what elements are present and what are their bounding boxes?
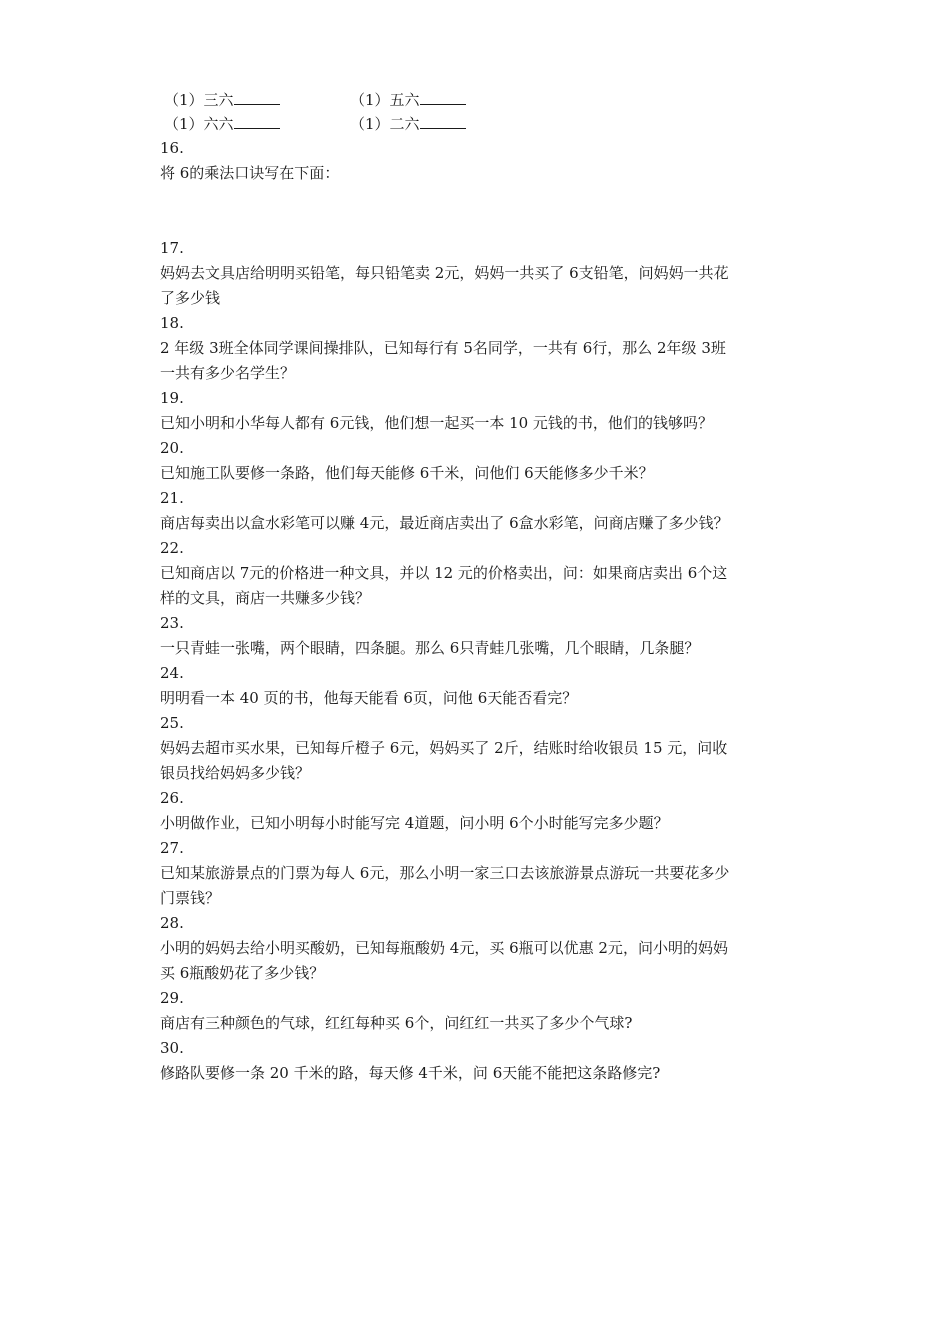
question-text: 已知施工队要修一条路，他们每天能修 6千米，问他们 6天能修多少千米？ (160, 464, 654, 482)
question-text: 商店有三种颜色的气球，红红每种买 6个，问红红一共买了多少个气球? (160, 1014, 633, 1032)
item-prefix: （1） (164, 91, 204, 109)
question-text: 银员找给妈妈多少钱？ (160, 764, 311, 782)
question-item (160, 911, 800, 986)
question-number: 22. (160, 539, 184, 557)
answer-blank[interactable] (420, 89, 466, 105)
worksheet-page (160, 88, 800, 1086)
question-item (160, 836, 800, 911)
answer-space (160, 186, 800, 236)
question-text: 明明看一本 40 页的书，他每天能看 6页，问他 6天能否看完？ (160, 689, 578, 707)
question-text: 样的文具，商店一共赚多少钱？ (160, 589, 371, 607)
question-number: 25. (160, 714, 184, 732)
question-list (160, 236, 800, 1086)
item-prefix: （1） (350, 115, 390, 133)
item-text: 三六 (203, 91, 234, 109)
question-text: 小明做作业，已知小明每小时能写完 4道题，问小明 6个小时能写完多少题？ (160, 814, 669, 832)
question-text: 妈妈去超市买水果，已知每斤橙子 6元，妈妈买了 2斤，结账时给收银员 15 元，问收 (160, 739, 728, 757)
question-text: 已知某旅游景点的门票为每人 6元，那么小明一家三口去该旅游景点游玩一共要花多少 (160, 864, 730, 882)
question-number: 16. (160, 139, 184, 157)
question-text: 小明的妈妈去给小明买酸奶，已知每瓶酸奶 4元，买 6瓶可以优惠 2元，问小明的妈妈 (160, 939, 728, 957)
question-text: 已知商店以 7元的价格进一种文具，并以 12 元的价格卖出，问：如果商店卖出 6个这 (160, 564, 728, 582)
question-item (160, 611, 800, 661)
question-text: 妈妈去文具店给明明买铅笔，每只铅笔卖 2元，妈妈一共买了 6支铅笔，问妈妈一共花 (160, 264, 729, 282)
question-item (160, 536, 800, 611)
question-item (160, 386, 800, 436)
question-text: 将 6的乘法口诀写在下面： (160, 164, 340, 182)
question-number: 27. (160, 839, 184, 857)
fill-item (164, 88, 280, 112)
question-text: 商店每卖出以盒水彩笔可以赚 4元，最近商店卖出了 6盒水彩笔，问商店赚了多少钱？ (160, 514, 729, 532)
fill-item (350, 88, 466, 112)
question-text: 修路队要修一条 20 千米的路，每天修 4千米，问 6天能不能把这条路修完? (160, 1064, 661, 1082)
question-item (160, 786, 800, 836)
question-text: 已知小明和小华每人都有 6元钱，他们想一起买一本 10 元钱的书，他们的钱够吗？ (160, 414, 713, 432)
question-item (160, 986, 800, 1036)
item-prefix: （1） (164, 115, 204, 133)
fill-in-section (160, 88, 800, 136)
item-text: 六六 (203, 115, 234, 133)
question-number: 19. (160, 389, 184, 407)
question-number: 24. (160, 664, 184, 682)
question-text: 2 年级 3班全体同学课间操排队，已知每行有 5名同学，一共有 6行，那么 2年级 3班 (160, 339, 726, 357)
question-text: 了多少钱 (160, 289, 221, 307)
question-text: 门票钱？ (160, 889, 221, 907)
answer-blank[interactable] (234, 113, 280, 129)
question-item (160, 311, 800, 386)
item-text: 二六 (389, 115, 420, 133)
item-text: 五六 (389, 91, 420, 109)
question-item (160, 661, 800, 711)
question-number: 30. (160, 1039, 184, 1057)
question-number: 23. (160, 614, 184, 632)
question-item (160, 486, 800, 536)
fill-row (160, 112, 800, 136)
question-number: 17. (160, 239, 184, 257)
item-prefix: （1） (350, 91, 390, 109)
question-number: 21. (160, 489, 184, 507)
answer-blank[interactable] (234, 89, 280, 105)
fill-row (160, 88, 800, 112)
question-number: 18. (160, 314, 184, 332)
fill-item (350, 112, 466, 136)
question-item (160, 711, 800, 786)
question-16 (160, 136, 800, 186)
question-text: 买 6瓶酸奶花了多少钱？ (160, 964, 325, 982)
question-item (160, 1036, 800, 1086)
question-text: 一只青蛙一张嘴，两个眼睛，四条腿。那么 6只青蛙几张嘴，几个眼睛，几条腿？ (160, 639, 700, 657)
fill-item (164, 112, 280, 136)
question-number: 28. (160, 914, 184, 932)
question-item (160, 436, 800, 486)
answer-blank[interactable] (420, 113, 466, 129)
question-number: 26. (160, 789, 184, 807)
question-text: 一共有多少名学生？ (160, 364, 296, 382)
question-number: 20. (160, 439, 184, 457)
question-item (160, 236, 800, 311)
question-number: 29. (160, 989, 184, 1007)
